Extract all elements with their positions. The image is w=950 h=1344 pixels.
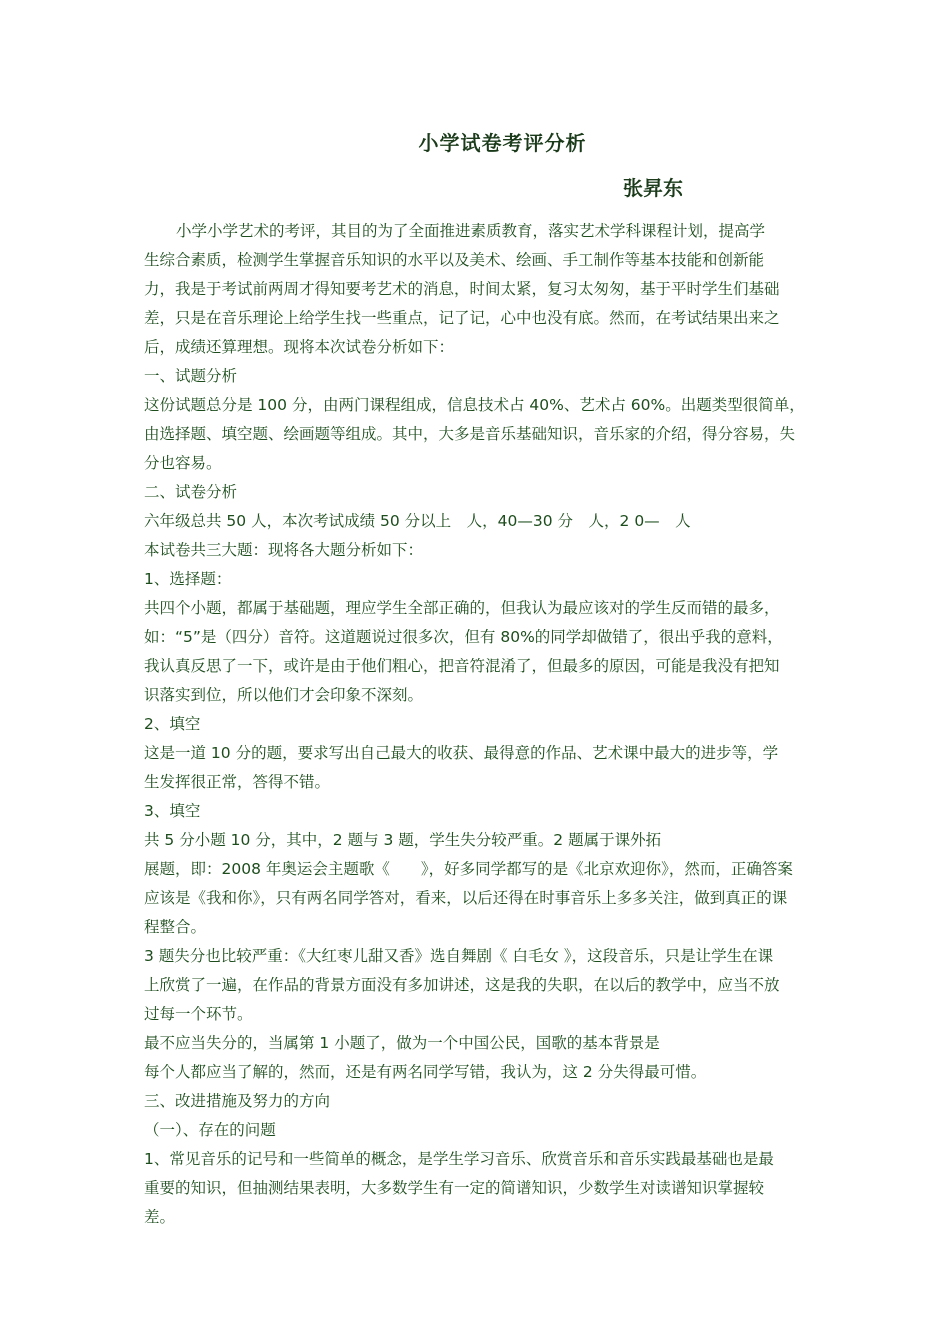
- body-line: 上欣赏了一遍，在作品的背景方面没有多加讲述，这是我的失职，在以后的教学中，应当不放: [144, 976, 780, 994]
- body-line: 共 5 分小题 10 分，其中，2 题与 3 题，学生失分较严重。2 题属于课外拓: [144, 831, 662, 849]
- body-line: 3 题失分也比较严重：《大红枣儿甜又香》选自舞剧《 白毛女 》，这段音乐，只是让学生在课: [144, 947, 774, 965]
- subsection-heading: 1、选择题：: [144, 570, 232, 588]
- body-line: 如：“5”是（四分）音符。这道题说过很多次，但有 80%的同学却做错了，很出乎我的意料，: [144, 628, 783, 646]
- document-title: 小学试卷考评分析: [418, 131, 587, 155]
- body-line: 展题，即：2008 年奥运会主题歌《 》，好多同学都写的是《北京欢迎你》，然而，正确答案: [144, 860, 793, 878]
- section-heading: 二、试卷分析: [144, 483, 238, 501]
- body-line: 识落实到位，所以他们才会印象不深刻。: [144, 686, 424, 704]
- subsection-heading: 3、填空: [144, 802, 201, 820]
- body-line: 共四个小题，都属于基础题，理应学生全部正确的，但我认为最应该对的学生反而错的最多，: [144, 599, 780, 617]
- section-heading: 一、试题分析: [144, 367, 238, 385]
- body-line: 每个人都应当了解的，然而，还是有两名同学写错，我认为，这 2 分失得最可惜。: [144, 1063, 707, 1081]
- body-line: 力，我是于考试前两周才得知要考艺术的消息，时间太紧，复习太匆匆，基于平时学生们基础: [144, 280, 780, 298]
- body-line: 生综合素质，检测学生掌握音乐知识的水平以及美术、绘画、手工制作等基本技能和创新能: [144, 251, 765, 269]
- body-line: 由选择题、填空题、绘画题等组成。其中，大多是音乐基础知识，音乐家的介绍，得分容易，失: [144, 425, 796, 443]
- body-line: 1、常见音乐的记号和一些简单的概念，是学生学习音乐、欣赏音乐和音乐实践最基础也是最: [144, 1150, 774, 1168]
- body-line: 应该是《我和你》，只有两名同学答对，看来，以后还得在时事音乐上多多关注，做到真正的课: [144, 889, 788, 907]
- body-line: 差，只是在音乐理论上给学生找一些重点，记了记，心中也没有底。然而，在考试结果出来之: [144, 309, 780, 327]
- body-line: 程整合。: [144, 918, 207, 936]
- body-line: 生发挥很正常，答得不错。: [144, 773, 331, 791]
- body-line: 本试卷共三大题：现将各大题分析如下：: [144, 541, 424, 559]
- author-name: 张昇东: [623, 176, 683, 200]
- document-body: [144, 217, 812, 1232]
- body-line: 分也容易。: [144, 454, 222, 472]
- body-line: 重要的知识，但抽测结果表明，大多数学生有一定的简谱知识，少数学生对读谱知识掌握较: [144, 1179, 765, 1197]
- body-line: 我认真反思了一下，或许是由于他们粗心，把音符混淆了，但最多的原因，可能是我没有把知: [144, 657, 780, 675]
- body-line: 最不应当失分的，当属第 1 小题了，做为一个中国公民，国歌的基本背景是: [144, 1034, 660, 1052]
- body-line: 这份试题总分是 100 分，由两门课程组成，信息技术占 40%、艺术占 60%。出题类型很简单，: [144, 396, 805, 414]
- section-heading: 三、改进措施及努力的方向: [144, 1092, 331, 1110]
- body-line: 过每一个环节。: [144, 1005, 253, 1023]
- body-line: 六年级总共 50 人，本次考试成绩 50 分以上 人，40—30 分 人，2 0— 人: [144, 512, 691, 530]
- subsection-heading: （一）、存在的问题: [144, 1121, 276, 1139]
- subsection-heading: 2、填空: [144, 715, 201, 733]
- body-line: 小学小学艺术的考评，其目的为了全面推进素质教育，落实艺术学科课程计划，提高学: [176, 222, 766, 240]
- body-line: 差。: [144, 1208, 176, 1226]
- body-line: 这是一道 10 分的题，要求写出自己最大的收获、最得意的作品、艺术课中最大的进步等，学: [144, 744, 779, 762]
- body-line: 后，成绩还算理想。现将本次试卷分析如下：: [144, 338, 455, 356]
